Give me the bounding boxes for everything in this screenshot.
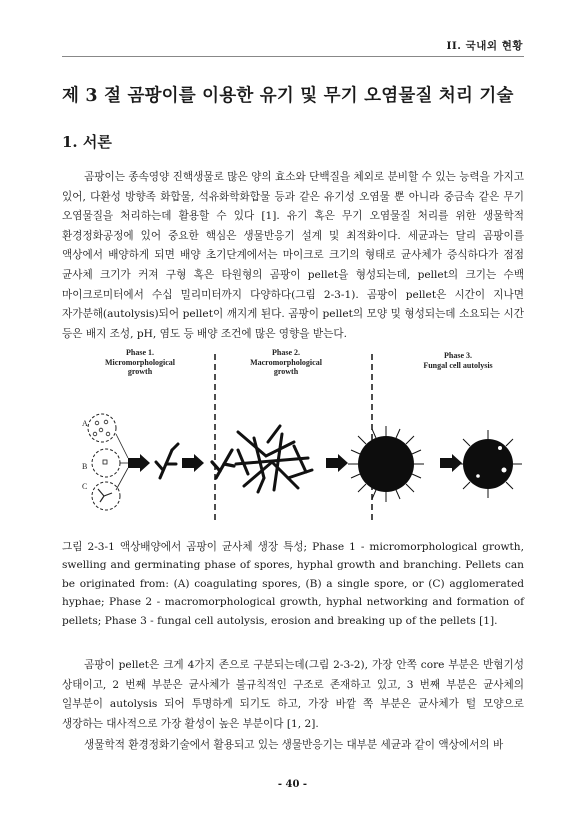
phase-2-subtitle: Macromorphological [250,357,322,367]
row-label-b: B [82,462,88,471]
spore-circle-a [88,414,116,442]
body-paragraph: 곰팡이 pellet은 크게 4가지 존으로 구분되는데(그림 2-3-2), 가장 안쪽 core 부분은 반혐기성 상태이고, 2 번째 부분은 균사체가 불규칙적인 구조로 존재하고 있고, 3 번째 부분은 균사체의 일부분이 autolysis 되어 투명하게 되기도 하고, 가장 바깥 쪽 부분은 균사체가 털 모양으로 생장하는 대사적으로 가장 활성이 높은 부분이다 [1, 2]. [62,659,524,730]
figure-caption: 그림 2-3-1 액상배양에서 곰팡이 균사체 생장 특성; Phase 1 - micromorphological growth, swelling and germinating phase of spores, hyphal growth and branching. Pellets can be originated from: (A) coagulating spores, (B) a single spore, or (C) agglomerated hyphae; Phase 2 - macromorphological growth, hyphal networking and formation of pellets; Phase 3 - fungal cell autolysis, erosion and breaking up of the pellets [1]. [62,541,524,627]
arrow-1 [128,454,150,472]
phase-2-title: Phase 2. [272,348,300,357]
arrow-3 [326,454,348,472]
phase-1-subtitle: Micromorphological [104,357,176,367]
phase-1-title: Phase 1. [126,348,154,357]
figure-pellet-growth [68,346,528,526]
section-title: 1. 서론 [62,133,112,151]
pellet-growth-diagram [68,346,528,526]
arrow-4 [440,454,462,472]
arrow-2 [182,454,204,472]
hypha-network-large [236,426,312,492]
row-label-c: C [82,482,88,491]
spore-circle-c [92,482,120,510]
header-rule [62,56,524,57]
row-label-a: A [82,419,88,428]
phase-2-extra: growth [273,367,299,376]
running-head: II. 국내외 현황 [446,40,523,52]
chapter-title: 제 3 절 곰팡이를 이용한 유기 및 무기 오염물질 처리 기술 [62,86,514,106]
page-number: - 40 - [277,779,308,790]
body-paragraph: 곰팡이는 종속영양 진핵생물로 많은 양의 효소와 단백질을 체외로 분비할 수 있는 능력을 가지고 있어, 다환성 방향족 화합물, 석유화학화합물 등과 같은 유기성 오염물 뿐 아니라 중금속 같은 무기 오염물질을 처리하는데 활용할 수 있다 [1]. 유기 혹은 무기 오염물질 처리를 위한 생물학적 환경정화공정에 있어 중요한 핵심은 생물반응기 설계 및 최적화이다. 세균과는 달리 곰팡이를 액상에서 배양하게 되면 배양 초기단계에서는 마이크로 크기의 형태로 균사체가 증식하다가 점점 균사체 크기가 커져 구형 혹은 타원형의 곰팡이 pellet을 형성되는데, pellet의 크기는 수백 마이크로미터에서 수십 밀리미터까지 다양하다(그림 2-3-1). 곰팡이 pellet은 시간이 지나면 자가분해(autolysis)되어 pellet이 깨지게 된다. 곰팡이 pellet의 모양 및 형성되는데 소요되는 시간 등은 배지 조성, pH, 염도 등 배양 조건에 많은 영향을 받는다. [62,171,524,340]
spore-circle-b [92,449,120,477]
hypha-branch [156,444,178,478]
phase-3-title: Phase 3. [444,351,472,360]
pellet-dense [348,426,424,502]
pellet-autolysis [454,430,522,498]
phase-3-subtitle: Fungal cell autolysis [423,360,493,370]
phase-1-extra: growth [127,367,153,376]
body-paragraph: 생물학적 환경정화기술에서 활용되고 있는 생물반응기는 대부분 세균과 같이 액상에서의 바 [84,739,504,751]
